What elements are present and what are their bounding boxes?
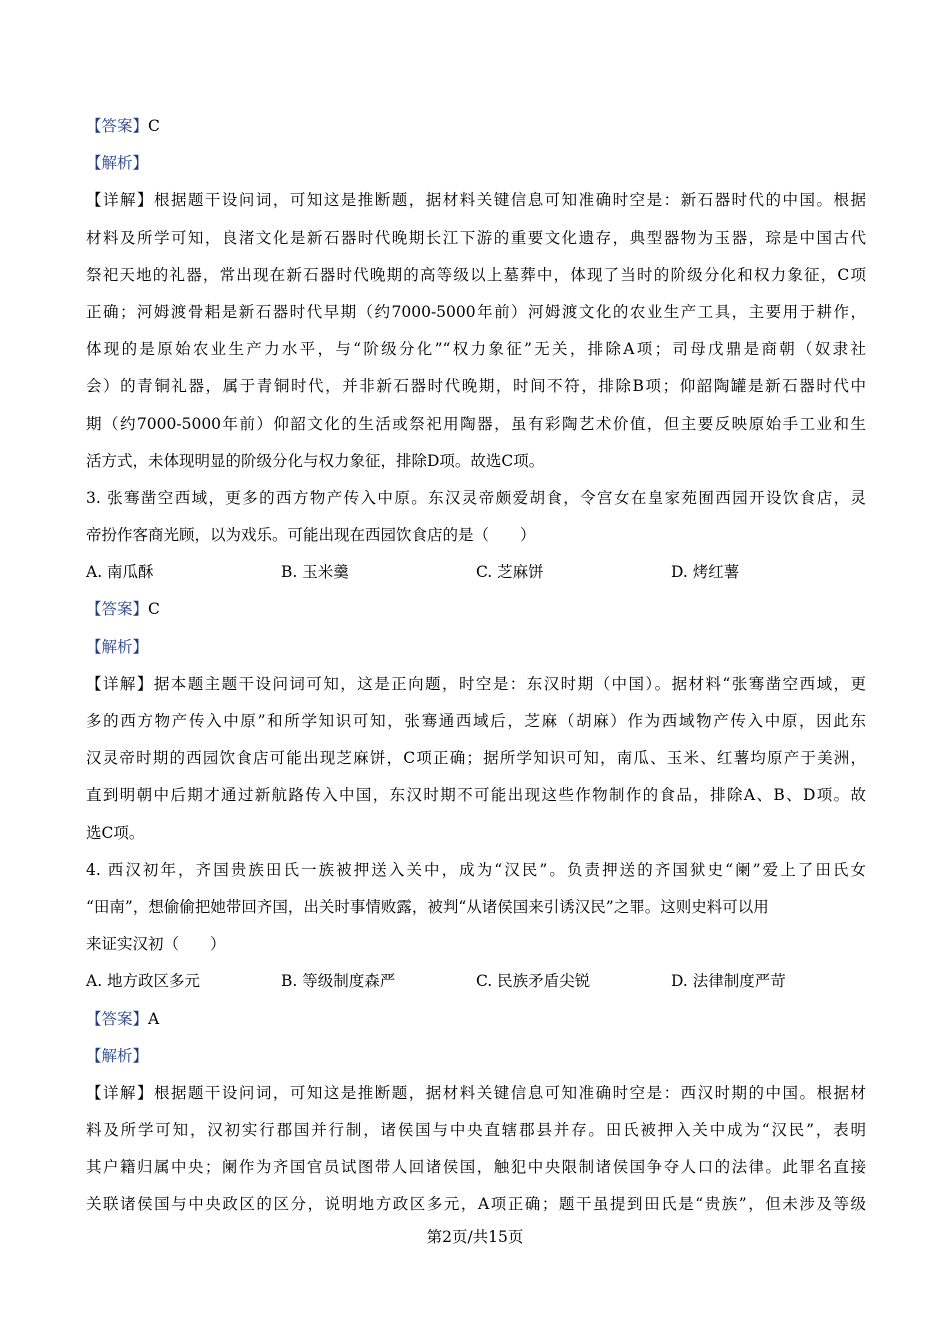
q4-detail-line-2: 料及所学可知，汉初实行郡国并行制，诸侯国与中央直辖郡县并存。田氏被押入关中成为“汉民”，表明 [86,1121,866,1140]
q3-detail-tag: 【详解】 [86,674,154,693]
q4-analysis-line [86,1038,866,1075]
q3-option-a: A. 南瓜酥 [86,563,154,582]
q4-detail-tag: 【详解】 [86,1083,154,1102]
q4-options [86,963,866,1000]
q4-option-b: B. 等级制度森严 [281,972,396,991]
q4-option-a: A. 地方政区多元 [86,972,201,991]
q4-detail-line-1: 【详解】根据题干设问词，可知这是推断题，据材料关键信息可知准确时空是：西汉时期的中国。根据材 [86,1083,866,1102]
q4-option-c: C. 民族矛盾尖锐 [476,972,591,991]
q3-option-b: B. 玉米羹 [281,563,349,582]
q3-detail-line-3: 汉灵帝时期的西园饮食店可能出现芝麻饼，C项正确；据所学知识可知，南瓜、玉米、红薯均原产于美洲， [86,749,866,768]
q4-detail-line-3: 其户籍归属中央；阑作为齐国官员试图带人回诸侯国，触犯中央限制诸侯国争夺人口的法律。此罪名直接 [86,1158,866,1177]
q4-stem-line-2: “田南”，想偷偷把她带回齐国，出关时事情败露，被判“从诸侯国来引诱汉民”之罪。这则史料可以用 [86,897,769,916]
q4-answer-line [86,1001,866,1038]
q2-analysis-line [86,145,866,182]
q2-detail-tag: 【详解】 [86,191,154,210]
q2-detail-line-6: 会）的青铜礼器，属于青铜时代，并非新石器时代晚期，时间不符，排除B项；仰韶陶罐是新石器时代中 [86,377,866,396]
q3-stem-line-1: 3. 张骞凿空西域，更多的西方物产传入中原。东汉灵帝颇爱胡食，令宫女在皇家苑囿西园开设饮食店，灵 [86,488,866,507]
page-content [86,108,866,1224]
q3-option-d: D. 烤红薯 [671,563,740,582]
q3-options [86,554,866,591]
q4-option-d: D. 法律制度严苛 [671,972,786,991]
q3-option-c: C. 芝麻饼 [476,563,544,582]
q2-detail-line-2: 材料及所学可知，良渚文化是新石器时代晚期长江下游的重要文化遗存，典型器物为玉器，琮是中国古代 [86,228,866,247]
q2-detail-line-8: 活方式，未体现明显的阶级分化与权力象征，排除D项。故选C项。 [86,451,545,470]
q4-stem-line-1: 4. 西汉初年，齐国贵族田氏一族被押送入关中，成为“汉民”。负责押送的齐国狱史“阑”爱上了田氏女 [86,860,866,879]
q2-detail-line-1: 【详解】根据题干设问词，可知这是推断题，据材料关键信息可知准确时空是：新石器时代的中国。根据 [86,191,866,210]
q3-stem-line-2: 帝扮作客商光顾，以为戏乐。可能出现在西园饮食店的是（ ） [86,526,536,545]
q3-analysis-tag: 【解析】 [86,637,149,656]
q2-answer-line [86,108,866,145]
q3-answer-tag: 【答案】 [86,600,149,619]
q2-detail-line-5: 体现的是原始农业生产力水平，与“阶级分化”“权力象征”无关，排除A项；司母戊鼎是商朝（奴隶社 [86,340,866,359]
page-number-footer: 第2页/共15页 [426,1228,524,1246]
q3-answer-value: C [148,600,160,619]
q3-answer-line [86,591,866,628]
q3-detail-line-4: 直到明朝中后期才通过新航路传入中国，东汉时期不可能出现这些作物制作的食品，排除A、B、D项。故 [86,786,866,805]
q4-answer-value: A [148,1009,160,1028]
q3-analysis-line [86,629,866,666]
q2-answer-value: C [148,117,160,135]
q2-analysis-tag: 【解析】 [86,154,149,173]
q4-answer-tag: 【答案】 [86,1009,149,1028]
q4-detail-line-4: 关联诸侯国与中央政区的区分，说明地方政区多元，A项正确；题干虽提到田氏是“贵族”，但未涉及等级 [86,1195,866,1214]
q2-detail-line-3: 祭祀天地的礼器，常出现在新石器时代晚期的高等级以上墓葬中，体现了当时的阶级分化和权力象征，C项 [86,265,866,284]
q2-detail-line-7: 期（约7000-5000年前）仰韶文化的生活或祭祀用陶器，虽有彩陶艺术价值，但主要反映原始手工业和生 [86,414,866,433]
q3-detail-line-5: 选C项。 [86,823,145,842]
q4-stem-line-3: 来证实汉初（ ） [86,935,226,954]
q3-detail-line-2: 多的西方物产传入中原”和所学知识可知，张骞通西域后，芝麻（胡麻）作为西域物产传入中原，因此东 [86,712,866,730]
q3-detail-line-1: 【详解】据本题主题干设问词可知，这是正向题，时空是：东汉时期（中国）。据材料“张骞凿空西域，更 [86,674,866,693]
q2-answer-tag: 【答案】 [86,117,149,135]
q4-analysis-tag: 【解析】 [86,1046,149,1065]
q2-detail-line-4: 正确；河姆渡骨耜是新石器时代早期（约7000-5000年前）河姆渡文化的农业生产工具，主要用于耕作， [86,302,866,321]
